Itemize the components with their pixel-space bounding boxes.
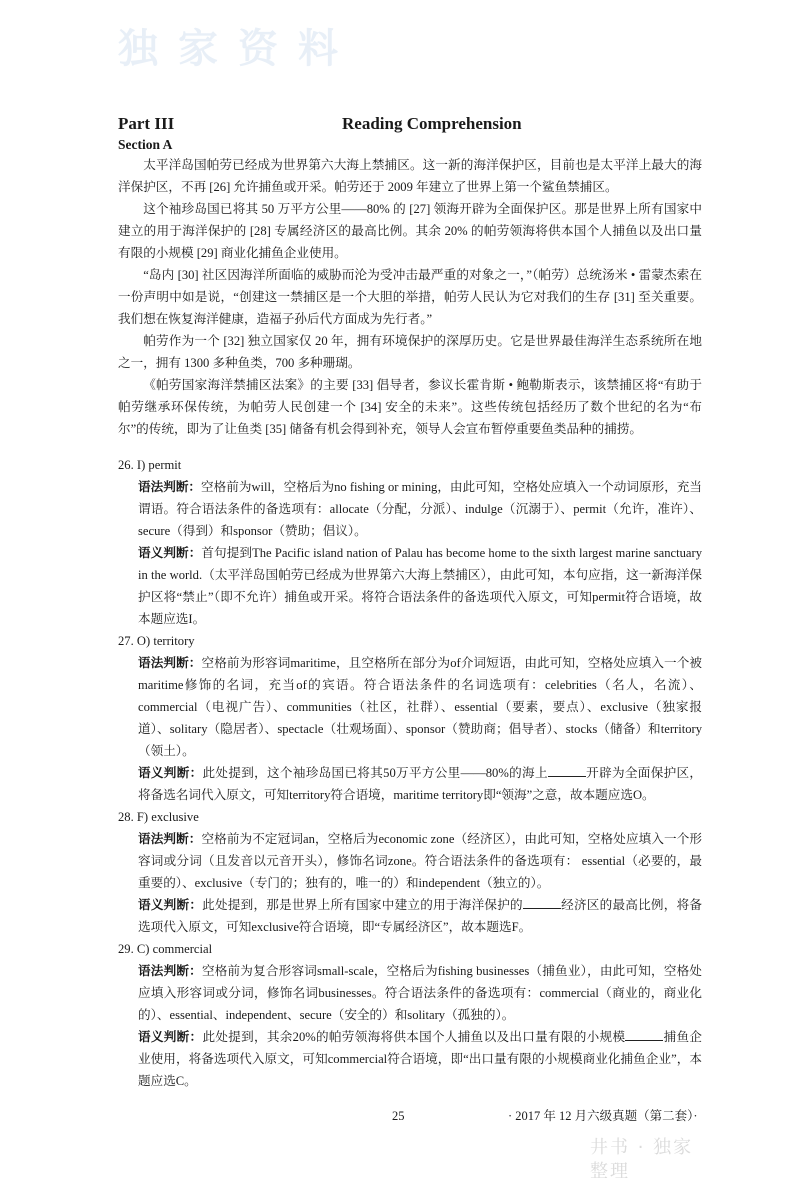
grammar-text: 空格前为复合形容词small-scale，空格后为fishing businesses（捕鱼业），由此可知，空格处应填入形容词或分词，修饰名词businesses。符合语法条件的备选项有：commercial（商业的，商业化的）、essential、independent、secure（安全的）和solitary（孤独的）。 [138, 964, 703, 1022]
grammar-label: 语法判断： [138, 656, 202, 670]
part-label: Part III [118, 114, 175, 133]
answer-item-28 [118, 806, 702, 938]
meaning-analysis [138, 542, 702, 630]
blank-line [625, 1028, 663, 1041]
answer-heading: 26. I) permit [118, 458, 182, 472]
blank-line [548, 764, 586, 777]
answer-heading: 27. O) territory [118, 634, 195, 648]
meaning-analysis [138, 1026, 702, 1092]
meaning-text-cont: 经济区的最高比例，将备选项代入原文，可知exclusive符合语境，即“专属经济区”，故本题选F。 [138, 898, 703, 934]
meaning-text: 此处提到，那是世界上所有国家中建立的用于海洋保护的 [202, 898, 523, 912]
part-heading [118, 112, 702, 136]
grammar-analysis [138, 828, 702, 894]
grammar-text: 空格前为will，空格后为no fishing or mining，由此可知，空格处应填入一个动词原形，充当谓语。符合语法条件的备选项有：allocate（分配，分派）、indulge（沉溺于）、permit（允许，准许）、secure（得到）和sponsor（赞助；倡议）。 [138, 480, 703, 538]
grammar-text: 空格前为形容词maritime，且空格所在部分为of介词短语，由此可知，空格处应填入一个被maritime修饰的名词，充当of的宾语。符合语法条件的名词选项有：celebrities（名人，名流）、commercial（电视广告）、communities（社区，社群）、essential（要素，要点）、exclusive（独家报道）、solitary（隐居者）、spectacle（壮观场面）、sponsor（赞助商；倡导者）、stocks（储备）和territory（领土）。 [138, 656, 703, 758]
passage-paragraph: 这个袖珍岛国已将其 50 万平方公里——80% 的 [27] 领海开辟为全面保护区。那是世界上所有国家中建立的用于海洋保护的 [28] 专属经济区的最高比例。其余 20% 的帕劳领海将供本国个人捕鱼以及出口量有限的小规模 [29] 商业化捕鱼企业使用。 [118, 202, 702, 260]
grammar-label: 语法判断： [138, 832, 202, 846]
meaning-text: 此处提到，其余20%的帕劳领海将供本国个人捕鱼以及出口量有限的小规模 [202, 1030, 626, 1044]
page-title: Reading Comprehension [342, 114, 522, 133]
meaning-text-cont: 捕鱼企业使用，将备选项代入原文，可知commercial符合语境，即“出口量有限的小规模商业化捕鱼企业”，本题应选C。 [138, 1030, 702, 1088]
meaning-label: 语义判断： [138, 898, 203, 912]
watermark-corner: 井书 · 独家整理 [590, 1137, 694, 1182]
answer-item-26 [118, 454, 702, 630]
answer-heading: 29. C) commercial [118, 942, 213, 956]
answer-item-29 [118, 938, 702, 1092]
passage-paragraph: 帕劳作为一个 [32] 独立国家仅 20 年，拥有环境保护的深厚历史。它是世界最佳海洋生态系统所在地之一，拥有 1300 多种鱼类，700 多种珊瑚。 [118, 334, 702, 370]
grammar-analysis [138, 960, 702, 1026]
grammar-label: 语法判断： [138, 480, 202, 494]
blank-line [523, 896, 561, 909]
passage-paragraph: 《帕劳国家海洋禁捕区法案》的主要 [33] 倡导者，参议长霍肯斯 • 鲍勒斯表示，该禁捕区将“有助于帕劳继承环保传统，为帕劳人民创建一个 [34] 安全的未来”。这些传统包括经历了数个世纪的名为“布尔”的传统，即为了让鱼类 [35] 储备有机会得到补充，领导人会宣布暂停重要鱼类品种的捕捞。 [118, 378, 702, 436]
meaning-label: 语义判断： [138, 1030, 203, 1044]
page-footer [118, 1106, 702, 1126]
answer-item-27 [118, 630, 702, 806]
footer-source: · 2017 年 12 月六级真题（第二套）· [508, 1109, 698, 1123]
meaning-label: 语义判断： [138, 766, 203, 780]
page-content [118, 0, 702, 1184]
watermark: 独家资料 [118, 26, 358, 72]
section-heading: Section A [118, 137, 173, 152]
meaning-label: 语义判断： [138, 546, 202, 560]
grammar-analysis [138, 476, 702, 542]
passage-paragraph: 太平洋岛国帕劳已经成为世界第六大海上禁捕区。这一新的海洋保护区，目前也是太平洋上最大的海洋保护区，不再 [26] 允许捕鱼或开采。帕劳还于 2009 年建立了世界上第一个鲨鱼禁捕区。 [118, 158, 702, 194]
grammar-text: 空格前为不定冠词an，空格后为economic zone（经济区），由此可知，空格处应填入一个形容词或分词（且发音以元音开头），修饰名词zone。符合语法条件的备选项有： essential（必要的，最重要的）、exclusive（专门的；独有的，唯一的）和independent（独立的）。 [138, 832, 702, 890]
page-number: 25 [392, 1109, 405, 1123]
meaning-text: 首句提到The Pacific island nation of Palau has become home to the sixth largest marine sanctuary in the world.（太平洋岛国帕劳已经成为世界第六大海上禁捕区），由此可知，本句应指，这一新海洋保护区将“禁止”（即不允许）捕鱼或开采。将符合语法条件的备选项代入原文，可知permit符合语境，故本题应选I。 [138, 546, 703, 626]
meaning-analysis [138, 762, 702, 806]
passage [118, 154, 702, 440]
grammar-label: 语法判断： [138, 964, 202, 978]
grammar-analysis [138, 652, 702, 762]
meaning-text: 此处提到，这个袖珍岛国已将其50万平方公里——80%的海上 [202, 766, 548, 780]
passage-paragraph: “岛内 [30] 社区因海洋所面临的威胁而沦为受冲击最严重的对象之一，”（帕劳）总统汤米 • 雷蒙杰索在一份声明中如是说，“创建这一禁捕区是一个大胆的举措，帕劳人民认为它对我们的生存 [31] 至关重要。我们想在恢复海洋健康，造福子孙后代方面成为先行者。” [118, 268, 702, 326]
meaning-analysis [138, 894, 702, 938]
meaning-text-cont: 开辟为全面保护区，将备选名词代入原文，可知territory符合语境，maritime territory即“领海”之意，故本题应选O。 [138, 766, 703, 802]
answer-heading: 28. F) exclusive [118, 810, 199, 824]
